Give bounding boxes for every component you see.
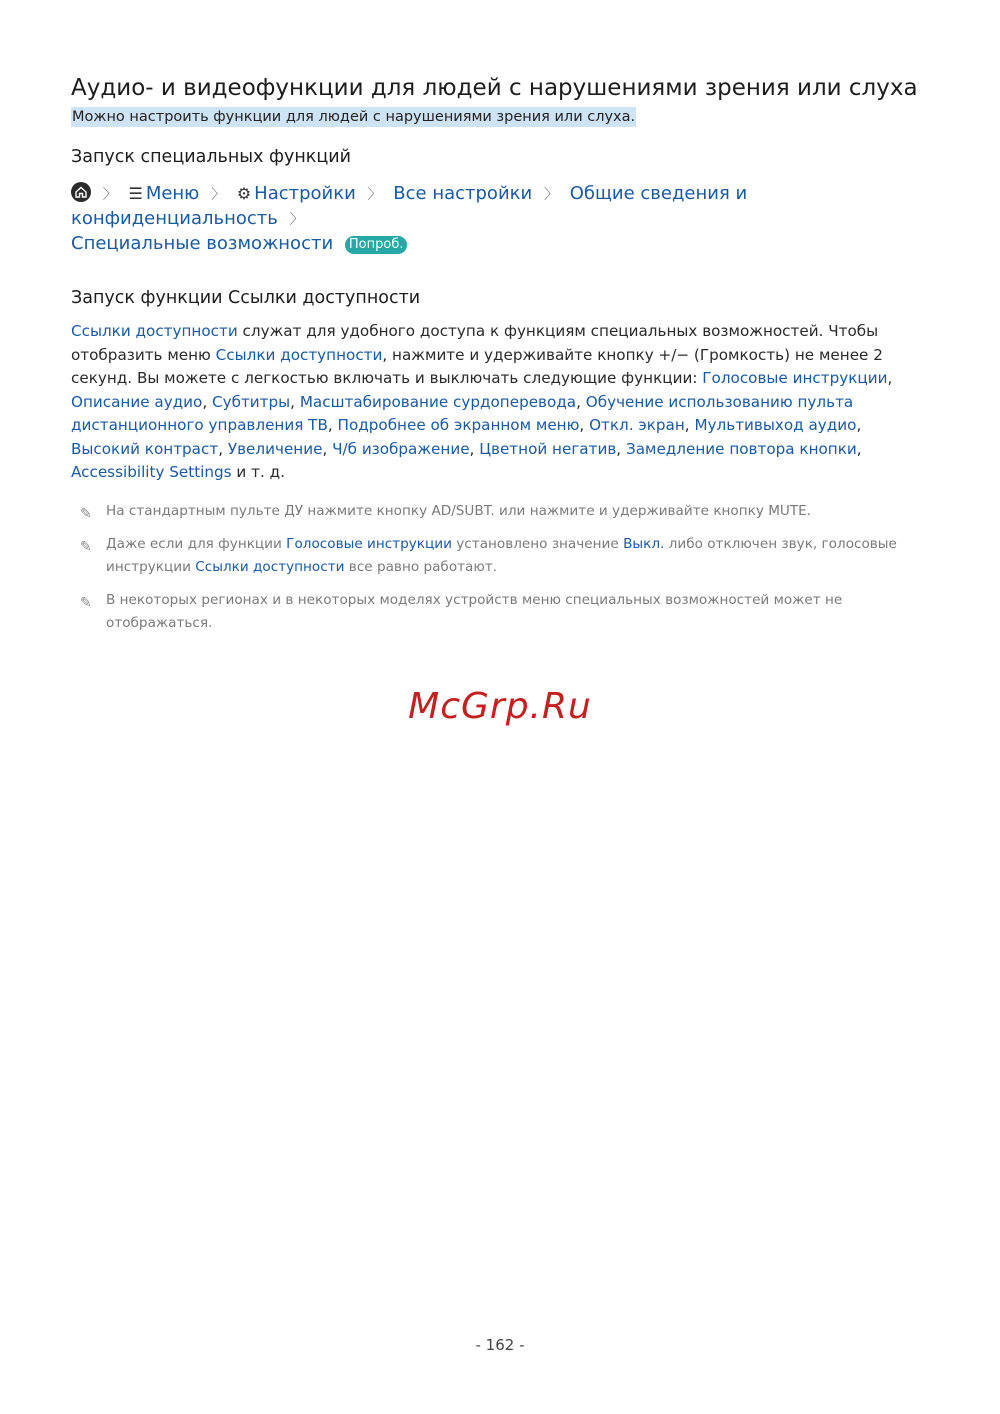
feature-link[interactable]: Цветной негатив [479, 439, 617, 458]
page-subtitle: Можно настроить функции для людей с нарушениями зрения или слуха. [72, 109, 636, 125]
path-general-privacy[interactable]: Общие сведения и конфиденциальность [71, 183, 748, 229]
feature-link[interactable]: Откл. экран [589, 416, 685, 434]
feature-link[interactable]: Голосовые инструкции [702, 369, 888, 387]
section-heading-launch: Запуск специальных функций [71, 147, 351, 167]
path-menu[interactable]: Меню [145, 183, 200, 204]
notes-list [71, 500, 931, 635]
page-title: Аудио- и видеофункции для людей с нарушениями зрения или слуха [71, 75, 918, 101]
feature-link[interactable]: Масштабирование сурдоперевода [299, 392, 577, 411]
home-icon[interactable] [71, 182, 91, 202]
path-accessibility[interactable]: Специальные возможности [71, 233, 334, 254]
volume-key-label: +/− [658, 345, 690, 364]
menu-icon: ☰ [128, 184, 143, 203]
try-now-badge[interactable]: Попроб. [345, 236, 408, 254]
value-off: Выкл. [623, 535, 665, 552]
feature-link[interactable]: Accessibility Settings [71, 463, 232, 481]
feature-link[interactable]: Обучение использованию пульта дистанционного управления ТВ [71, 392, 854, 434]
note-item: ✎ Даже если для функции Голосовые инструкции установлено значение Выкл. либо отключен звук, голосовые инструкции Ссылки доступности все равно работают. [80, 535, 897, 575]
feature-link[interactable]: Высокий контраст [71, 439, 219, 458]
page-number: - 162 - [475, 1336, 525, 1354]
chevron-right-icon: 〉 [102, 187, 117, 203]
link-voice-guide[interactable]: Голосовые инструкции [286, 535, 452, 552]
menu-path [71, 182, 931, 256]
page-content [71, 72, 931, 645]
link-accessibility-shortcuts-note[interactable]: Ссылки доступности [195, 558, 345, 575]
chevron-right-icon: 〉 [367, 187, 382, 203]
pencil-note-icon: ✎ [80, 538, 92, 555]
feature-link[interactable]: Мультивыход аудио [694, 416, 857, 434]
link-accessibility-shortcuts[interactable]: Ссылки доступности [71, 322, 238, 340]
feature-link[interactable]: Подробнее об экранном меню [337, 416, 580, 434]
feature-link[interactable]: Ч/б изображение [332, 439, 470, 458]
chevron-right-icon: 〉 [211, 187, 226, 203]
path-all-settings[interactable]: Все настройки [393, 183, 533, 204]
note-item: ✎ В некоторых регионах и в некоторых моделях устройств меню специальных возможностей может не отображаться. [80, 591, 843, 631]
pencil-note-icon: ✎ [80, 505, 92, 522]
section-heading-accessibility-links: Запуск функции Ссылки доступности [71, 288, 421, 308]
chevron-right-icon: 〉 [289, 212, 304, 228]
feature-link[interactable]: Замедление повтора кнопки [625, 439, 857, 458]
watermark: McGrp.Ru [408, 686, 592, 727]
gear-icon: ⚙ [236, 184, 252, 203]
chevron-right-icon: 〉 [543, 187, 558, 203]
pencil-note-icon: ✎ [80, 594, 92, 611]
path-settings[interactable]: Настройки [254, 183, 356, 204]
feature-link[interactable]: Описание аудио [71, 392, 203, 411]
description-paragraph: Ссылки доступности служат для удобного доступа к функциям специальных возможностей. Чтобы отобразить меню Ссылки доступности, нажмите и удерживайте кнопку +/− (Громкость) не менее 2 секунд. Вы можете с легкостью включать и выключать следующие функции: Голосовые инструкции, Описание аудио, Субтитры, Масштабирование сурдоперевода, Обучение использованию пульта дистанционного управления ТВ, Подробнее об экранном меню, Откл. экран, Мультивыход аудио, Высокий контраст, Увеличение, Ч/б изображение, Цветной негатив, Замедление повтора кнопки, Accessibility Settings и т. д. [71, 322, 893, 481]
note-item: ✎ На стандартным пульте ДУ нажмите кнопку AD/SUBT. или нажмите и удерживайте кнопку MUTE. [71, 500, 931, 523]
feature-link[interactable]: Увеличение [227, 439, 323, 458]
link-accessibility-shortcuts-2[interactable]: Ссылки доступности [215, 345, 383, 364]
feature-link[interactable]: Субтитры [212, 392, 291, 411]
